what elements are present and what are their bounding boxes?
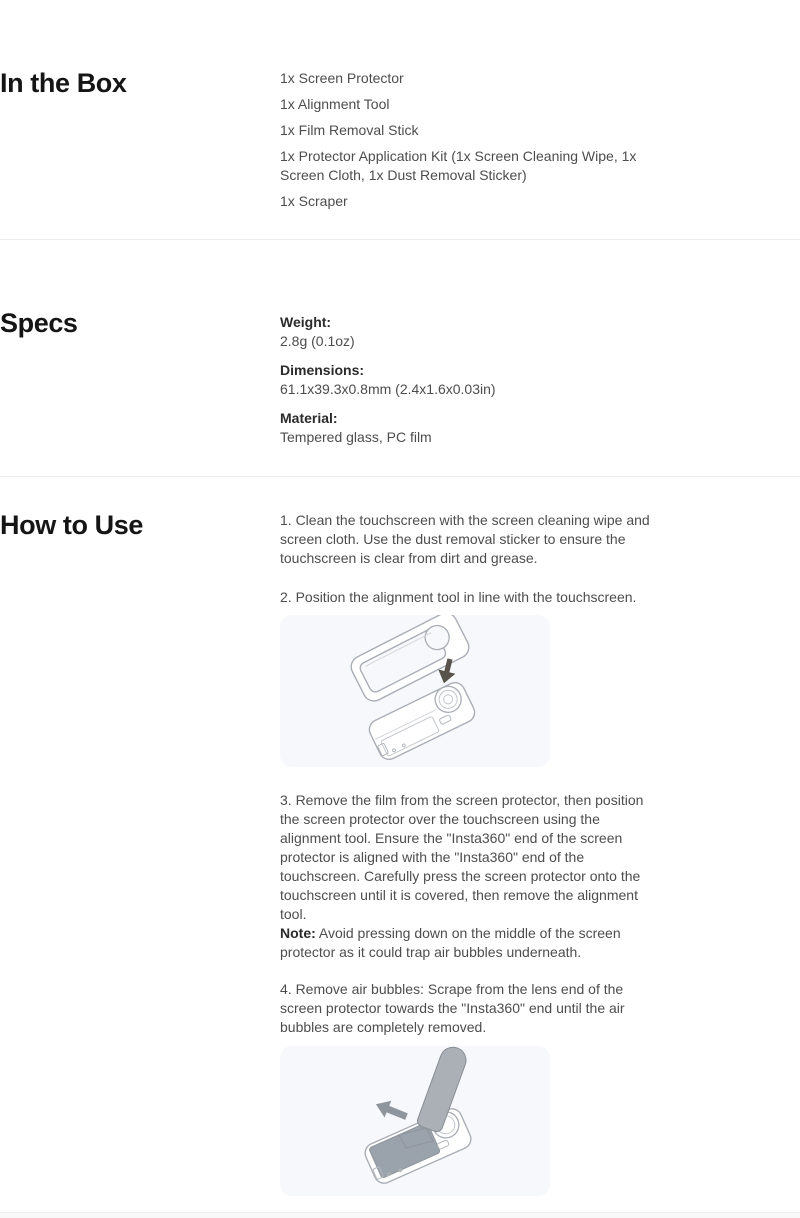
in-the-box-heading-column [0,69,280,97]
list-item: 1x Alignment Tool [280,96,390,112]
spec-material [280,409,660,447]
in-the-box-heading: In the Box [0,68,127,98]
step-2: 2. Position the alignment tool in line with the touchscreen. [280,589,637,605]
spec-value: 61.1x39.3x0.8mm (2.4x1.6x0.03in) [280,381,496,397]
list-item: 1x Film Removal Stick [280,122,419,138]
left-arrow-icon [373,1096,410,1125]
in-the-box-list [280,69,660,211]
how-to-use-steps [280,511,660,1196]
step-4: 4. Remove air bubbles: Scrape from the lens end of the screen protector towards the "Insta360" end until the air bubbles are completely removed. [280,981,625,1035]
specs-heading-column [0,308,280,338]
spec-label: Dimensions: [280,362,365,378]
next-section-edge [0,1212,800,1218]
section-specs [0,240,800,476]
illustration-scraper [280,1046,550,1196]
step-3 [280,791,660,962]
step-3-text: 3. Remove the film from the screen protector, then position the screen protector over the touchscreen using the alignment tool. Ensure the "Insta360" end of the screen protector is aligned with the "Insta360" end of the touchscreen. Carefully press the screen protector onto the touchscreen until it is covered, then remove the alignment tool. [280,792,644,922]
spec-label: Material: [280,410,338,426]
step-1: 1. Clean the touchscreen with the screen cleaning wipe and screen cloth. Use the dust removal sticker to ensure the touchscreen is clear from dirt and grease. [280,512,650,566]
spec-weight [280,313,660,351]
spec-label: Weight: [280,314,332,330]
section-how-to-use [0,477,800,1218]
list-item: 1x Scraper [280,193,348,209]
spec-value: Tempered glass, PC film [280,429,432,445]
spec-dimensions [280,361,660,399]
spec-value: 2.8g (0.1oz) [280,333,355,349]
specs-list [280,313,660,457]
list-item: 1x Screen Protector [280,70,404,86]
list-item: 1x Protector Application Kit (1x Screen Cleaning Wipe, 1x Screen Cloth, 1x Dust Removal Sticker) [280,148,637,183]
note-text: Avoid pressing down on the middle of the screen protector as it could trap air bubbles underneath. [280,925,621,960]
specs-heading: Specs [0,308,78,338]
how-to-use-heading-column [0,511,280,539]
note-label: Note: [280,925,316,941]
how-to-use-heading: How to Use [0,510,144,540]
section-in-the-box [0,0,800,239]
illustration-alignment-tool [280,615,550,767]
